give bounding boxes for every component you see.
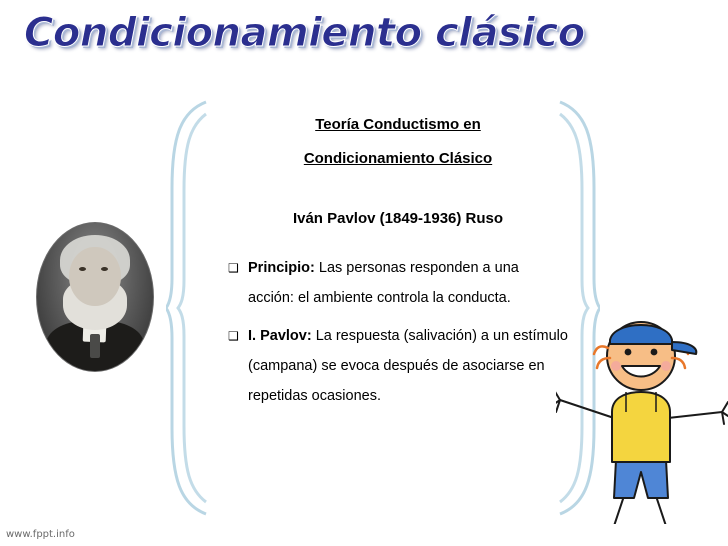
bullet-label: Principio:	[248, 260, 315, 276]
cartoon-boy-illustration	[556, 300, 728, 540]
footer-watermark: www.fppt.info	[6, 529, 75, 540]
page-title: Condicionamiento clásico	[24, 10, 585, 56]
heading-line-1: Teoría Conductismo en	[315, 116, 481, 133]
bullet-marker-icon: ❑	[228, 329, 239, 343]
boy-shorts	[614, 460, 668, 498]
boy-eye-right	[651, 349, 658, 356]
boy-shirt	[612, 392, 670, 462]
bullet-marker-icon: ❑	[228, 261, 239, 275]
boy-cap	[610, 325, 672, 344]
footer-bar	[0, 524, 728, 546]
bullet-text: La respuesta (salivación) a un estímulo (campana) se evoca después de asociarse en repetidas ocasiones.	[248, 328, 568, 404]
portrait-oval-frame	[36, 222, 154, 372]
bullet-text: Las personas responden a una acción: el ambiente controla la conducta.	[248, 260, 519, 306]
subheading: Iván Pavlov (1849-1936) Ruso	[292, 210, 504, 227]
slide-text-content	[228, 108, 568, 419]
boy-eye-left	[625, 349, 632, 356]
list-item	[228, 253, 568, 313]
bullet-list	[228, 253, 568, 411]
bullet-label: I. Pavlov:	[248, 328, 312, 344]
list-item	[228, 321, 568, 411]
portrait-tie	[90, 334, 99, 358]
portrait-face	[69, 247, 120, 306]
heading-line-2: Condicionamiento Clásico	[303, 150, 493, 167]
left-brace-decoration	[166, 98, 210, 518]
pavlov-portrait	[36, 222, 154, 372]
